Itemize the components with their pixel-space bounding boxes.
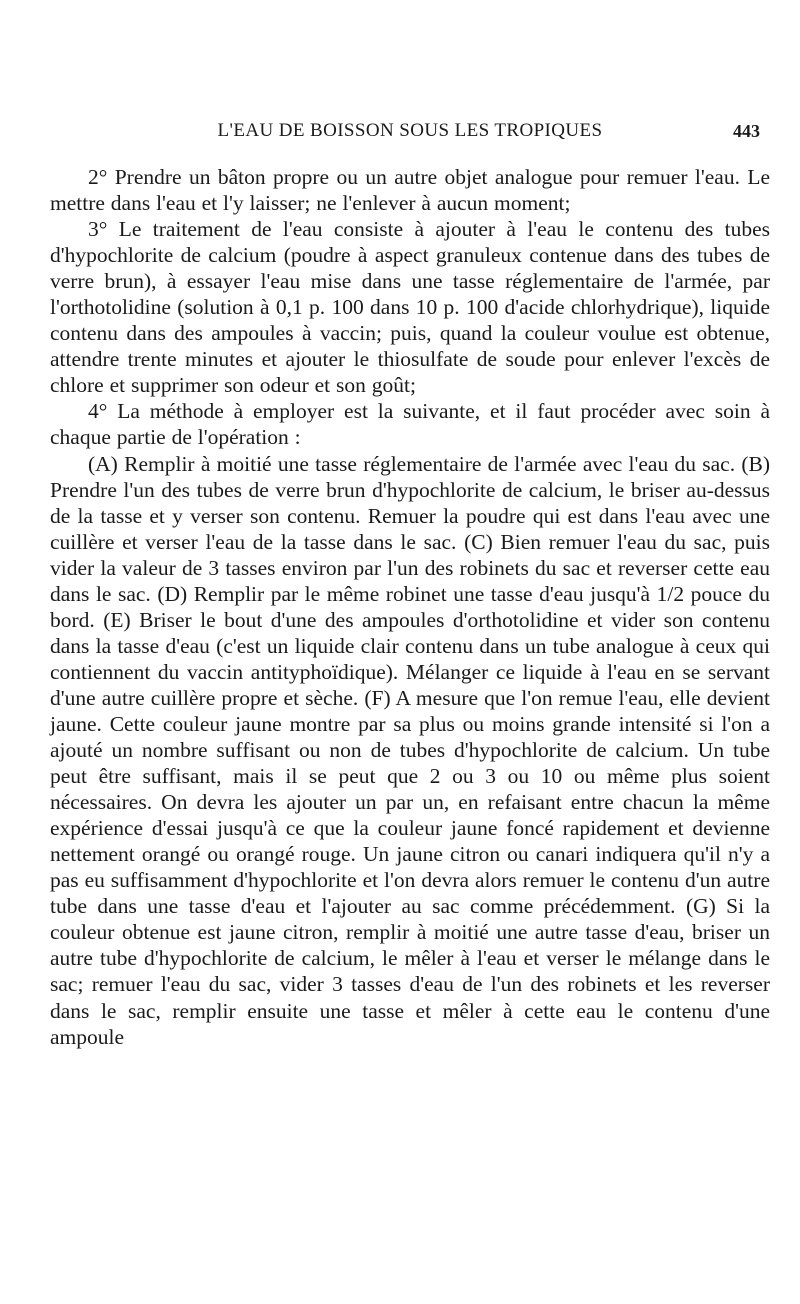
body-text [50,164,770,1050]
paragraph-step-4: 4° La méthode à employer est la suivante, et il faut procéder avec soin à chaque partie de l'opération : [50,399,770,450]
page-number: 443 [733,121,760,141]
running-head [60,120,760,150]
paragraph-step-3: 3° Le traitement de l'eau consiste à ajouter à l'eau le contenu des tubes d'hypochlorite de calcium (poudre à aspect granuleux contenue dans des tubes de verre brun), à essayer l'eau mise dans une tasse réglementaire de l'armée, par l'orthotolidine (solution à 0,1 p. 100 dans 10 p. 100 d'acide chlorhydrique), liquide contenu dans des ampoules à vaccin; puis, quand la couleur voulue est obtenue, attendre trente minutes et ajouter le thiosulfate de soude pour enlever l'excès de chlore et supprimer son odeur et son goût; [50,217,770,398]
paragraph-step-2: 2° Prendre un bâton propre ou un autre objet analogue pour remuer l'eau. Le mettre dans l'eau et l'y laisser; ne l'enlever à aucun moment; [50,165,770,216]
running-title: L'EAU DE BOISSON SOUS LES TROPIQUES [217,120,603,141]
paragraph-procedure: (A) Remplir à moitié une tasse réglementaire de l'armée avec l'eau du sac. (B) Prendre l'un des tubes de verre brun d'hypochlorite de calcium, le briser au-dessus de la tasse et y verser son contenu. Remuer la poudre qui est dans l'eau avec une cuillère et verser l'eau de la tasse dans le sac. (C) Bien remuer l'eau du sac, puis vider la valeur de 3 tasses environ par l'un des robinets du sac et reverser cette eau dans le sac. (D) Remplir par le même robinet une tasse d'eau jusqu'à 1/2 pouce du bord. (E) Briser le bout d'une des ampoules d'orthotolidine et vider son contenu dans la tasse d'eau (c'est un liquide clair contenu dans un tube analogue à ceux qui contiennent du vaccin antityphoïdique). Mélanger ce liquide à l'eau en se servant d'une autre cuillère propre et sèche. (F) A mesure que l'on remue l'eau, elle devient jaune. Cette couleur jaune montre par sa plus ou moins grande intensité si l'on a ajouté un nombre suffisant ou non de tubes d'hypochlorite de calcium. Un tube peut être suffisant, mais il se peut que 2 ou 3 ou 10 ou même plus soient nécessaires. On devra les ajouter un par un, en refaisant entre chacun la même expérience d'essai jusqu'à ce que la couleur jaune foncé rapidement et devienne nettement orangé ou orangé rouge. Un jaune citron ou canari indiquera qu'il n'y a pas eu suffisamment d'hypochlorite et l'on devra alors remuer le contenu d'un autre tube dans une tasse d'eau et l'ajouter au sac comme précédemment. (G) Si la couleur obtenue est jaune citron, remplir à moitié une autre tasse d'eau, briser un autre tube d'hypochlorite de calcium, le mêler à l'eau et verser le mélange dans le sac; remuer l'eau du sac, vider 3 tasses d'eau de l'un des robinets et les reverser dans le sac, remplir ensuite une tasse et mêler à cette eau le contenu d'une ampoule [50,451,770,1049]
